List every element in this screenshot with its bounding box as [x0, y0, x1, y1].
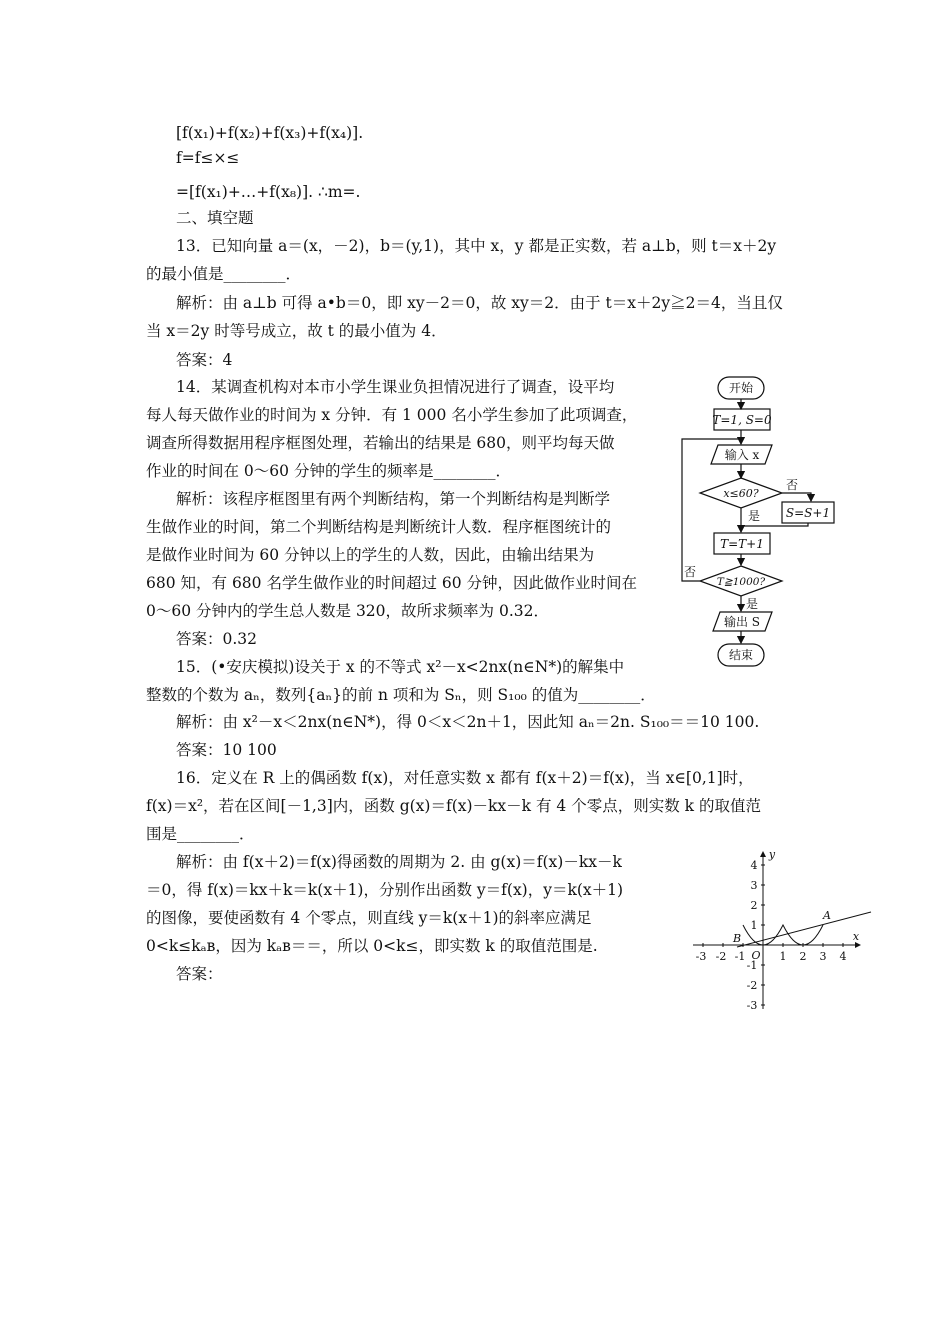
y-tick-label: 1: [750, 919, 758, 932]
text-line: ＝0，得 f(x)＝kx＋k＝k(x＋1)，分别作出函数 y＝f(x)，y＝k(x＋1): [146, 881, 624, 899]
x-tick-label: 4: [839, 950, 847, 963]
output-label: 输出 S: [723, 615, 761, 629]
y-tick-label: 4: [750, 859, 758, 872]
text-line: 围是________．: [146, 825, 255, 843]
x-tick-label: -3: [695, 950, 707, 963]
function-graph: [688, 847, 888, 1017]
no-label: 否: [785, 478, 799, 492]
solution-13: 解析：由 a⊥b 可得 a•b＝0，即 xy－2＝0，故 xy＝2．由于 t＝x＋2y≧2＝4，当且仅: [176, 294, 783, 312]
y-tick-label: 3: [750, 879, 758, 892]
cond2-label: T≧1000?: [716, 576, 766, 588]
y-tick-label: 2: [750, 899, 758, 912]
start-label: 开始: [728, 381, 754, 395]
end-label: 结束: [728, 648, 754, 662]
x-tick-label: 3: [819, 950, 827, 963]
origin-label: O: [751, 949, 761, 962]
y-axis-label: y: [768, 848, 776, 861]
text-line: 0<k≤kₐʙ，因为 kₐʙ＝＝，所以 0<k≤，即实数 k 的取值范围是.: [146, 937, 598, 955]
solution-14: 解析：该程序框图里有两个判断结构，第一个判断结构是判断学: [176, 490, 611, 508]
update-s-label: S=S+1: [785, 506, 831, 520]
yes-label: 是: [747, 509, 761, 523]
input-label: 输入 x: [724, 448, 760, 462]
x-tick-label: -1: [734, 950, 746, 963]
text-line: 生做作业的时间，第二个判断结构是判断统计人数．程序框图统计的: [146, 518, 612, 536]
text-line: f=f≤×≤: [176, 149, 240, 167]
point-b-label: B: [732, 932, 742, 945]
question-15: 15．(•安庆模拟)设关于 x 的不等式 x²－x<2nx(n∈N*)的解集中: [176, 658, 625, 676]
text-line: 的图像，要使函数有 4 个零点，则直线 y＝k(x＋1)的斜率应满足: [146, 909, 592, 927]
text-line: f(x)＝x²，若在区间[－1,3]内，函数 g(x)＝f(x)－kx－k 有 4 个零点，则实数 k 的取值范: [146, 797, 761, 815]
yes-label: 是: [745, 597, 759, 611]
text-line: 0～60 分钟内的学生总人数是 320，故所求频率为 0.32．: [146, 602, 549, 620]
answer-13: 答案：4: [176, 351, 233, 369]
flowchart: [676, 372, 866, 672]
solution-16: 解析：由 f(x＋2)＝f(x)得函数的周期为 2. 由 g(x)＝f(x)－kx－k: [176, 853, 622, 871]
y-tick-label: -1: [746, 959, 758, 972]
text-line: 680 知，有 680 名学生做作业的时间超过 60 分钟，因此做作业时间在: [146, 574, 638, 592]
question-16: 16．定义在 R 上的偶函数 f(x)，对任意实数 x 都有 f(x＋2)＝f(x)，当 x∈[0,1]时，: [176, 769, 754, 787]
question-14: 14．某调查机构对本市小学生课业负担情况进行了调查，设平均: [176, 378, 615, 396]
x-tick-label: 2: [799, 950, 807, 963]
x-axis-label: x: [852, 930, 860, 943]
answer-14: 答案：0.32: [176, 630, 258, 648]
text-line: 调查所得数据用程序框图处理，若输出的结果是 680，则平均每天做: [146, 434, 615, 452]
cond1-label: x≤60?: [723, 487, 759, 500]
text-line: 的最小值是________．: [146, 265, 302, 283]
text-line: 整数的个数为 aₙ，数列{aₙ}的前 n 项和为 Sₙ，则 S₁₀₀ 的值为________．: [146, 686, 656, 704]
answer-15: 答案：10 100: [176, 741, 277, 759]
question-13: 13．已知向量 a＝(x，－2)，b＝(y,1)，其中 x，y 都是正实数，若 a⊥b，则 t＝x＋2y: [176, 237, 777, 255]
y-tick-label: -3: [746, 999, 758, 1012]
solution-15: 解析：由 x²－x＜2nx(n∈N*)，得 0＜x＜2n＋1，因此知 aₙ＝2n. S₁₀₀＝＝10 100.: [176, 713, 760, 731]
no-label: 否: [683, 565, 697, 579]
point-a-label: A: [823, 909, 831, 922]
x-tick-label: 1: [779, 950, 787, 963]
text-line: 作业的时间在 0～60 分钟的学生的频率是________．: [146, 462, 511, 480]
section-heading: 二、填空题: [176, 209, 254, 227]
x-tick-label: -2: [715, 950, 727, 963]
text-line: 是做作业时间为 60 分钟以上的学生的人数，因此，由输出结果为: [146, 546, 595, 564]
y-tick-label: -2: [746, 979, 758, 992]
answer-16: 答案：: [176, 965, 223, 983]
text-line: =[f(x₁)+…+f(x₈)]. ∴m=.: [176, 183, 361, 201]
text-line: 每人每天做作业的时间为 x 分钟．有 1 000 名小学生参加了此项调查，: [146, 406, 638, 424]
text-line: [f(x₁)+f(x₂)+f(x₃)+f(x₄)].: [176, 124, 364, 142]
text-line: 当 x＝2y 时等号成立，故 t 的最小值为 4．: [146, 322, 447, 340]
update-t-label: T=T+1: [720, 537, 764, 551]
init-label: T=1, S=0: [712, 413, 772, 427]
